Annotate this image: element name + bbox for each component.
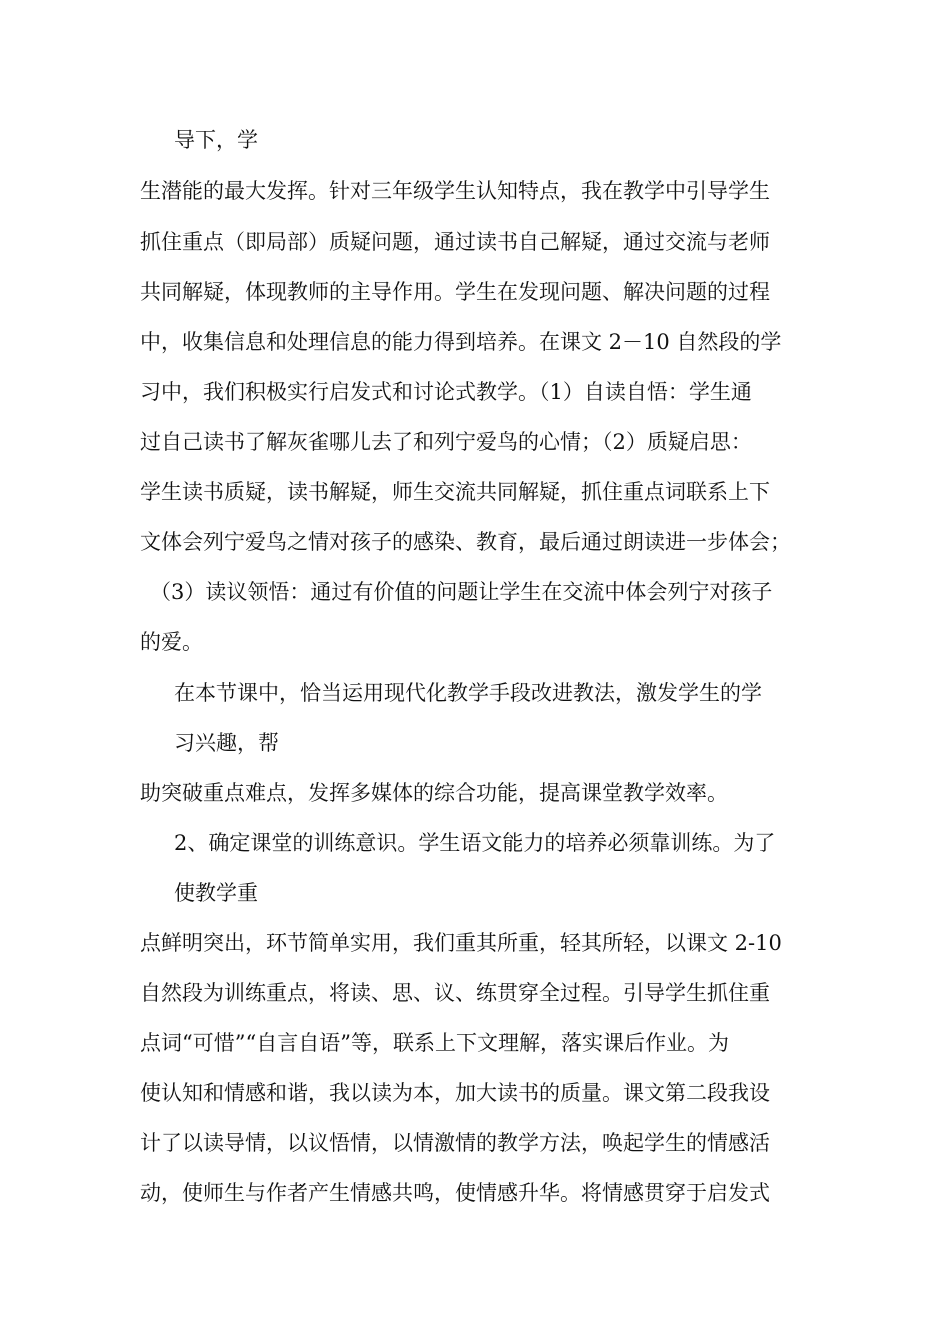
- text-line: 学生读书质疑，读书解疑，师生交流共同解疑，抓住重点词联系上下: [140, 480, 770, 504]
- text-line: 自然段为训练重点，将读、思、议、练贯穿全过程。引导学生抓住重: [140, 981, 770, 1005]
- text-line: 习兴趣，帮: [174, 731, 279, 755]
- text-line: 过自己读书了解灰雀哪儿去了和列宁爱鸟的心情；（2）质疑启思：: [140, 430, 752, 454]
- text-line: 使认知和情感和谐，我以读为本，加大读书的质量。课文第二段我设: [140, 1081, 770, 1105]
- text-line: 使教学重: [174, 881, 258, 905]
- text-line: 计了以读导情，以议悟情，以情激情的教学方法，唤起学生的情感活: [140, 1131, 770, 1155]
- text-line: （3）读议领悟：通过有价值的问题让学生在交流中体会列宁对孩子: [150, 580, 773, 604]
- text-line: 抓住重点（即局部）质疑问题，通过读书自己解疑，通过交流与老师: [140, 230, 770, 254]
- text-line: 共同解疑，体现教师的主导作用。学生在发现问题、解决问题的过程: [140, 280, 770, 304]
- text-line: 习中，我们积极实行启发式和讨论式教学。（1）自读自悟：学生通: [140, 380, 752, 404]
- text-line: 在本节课中，恰当运用现代化教学手段改进教法，激发学生的学: [174, 681, 762, 705]
- text-line: 点词“可惜”“自言自语”等，联系上下文理解，落实课后作业。为: [140, 1031, 729, 1055]
- text-line: 的爱。: [140, 630, 203, 654]
- text-line: 中，收集信息和处理信息的能力得到培养。在课文 2－10 自然段的学: [140, 330, 782, 354]
- text-line: 文体会列宁爱鸟之情对孩子的感染、教育，最后通过朗读进一步体会；: [140, 530, 791, 554]
- text-line: 生潜能的最大发挥。针对三年级学生认知特点，我在教学中引导学生: [140, 179, 770, 203]
- text-line: 导下，学: [174, 128, 258, 152]
- text-line: 2、确定课堂的训练意识。学生语文能力的培养必须靠训练。为了: [174, 831, 776, 855]
- text-line: 动，使师生与作者产生情感共鸣，使情感升华。将情感贯穿于启发式: [140, 1181, 770, 1205]
- text-line: 助突破重点难点，发挥多媒体的综合功能，提高课堂教学效率。: [140, 781, 728, 805]
- text-line: 点鲜明突出，环节简单实用，我们重其所重，轻其所轻，以课文 2-10: [140, 931, 782, 955]
